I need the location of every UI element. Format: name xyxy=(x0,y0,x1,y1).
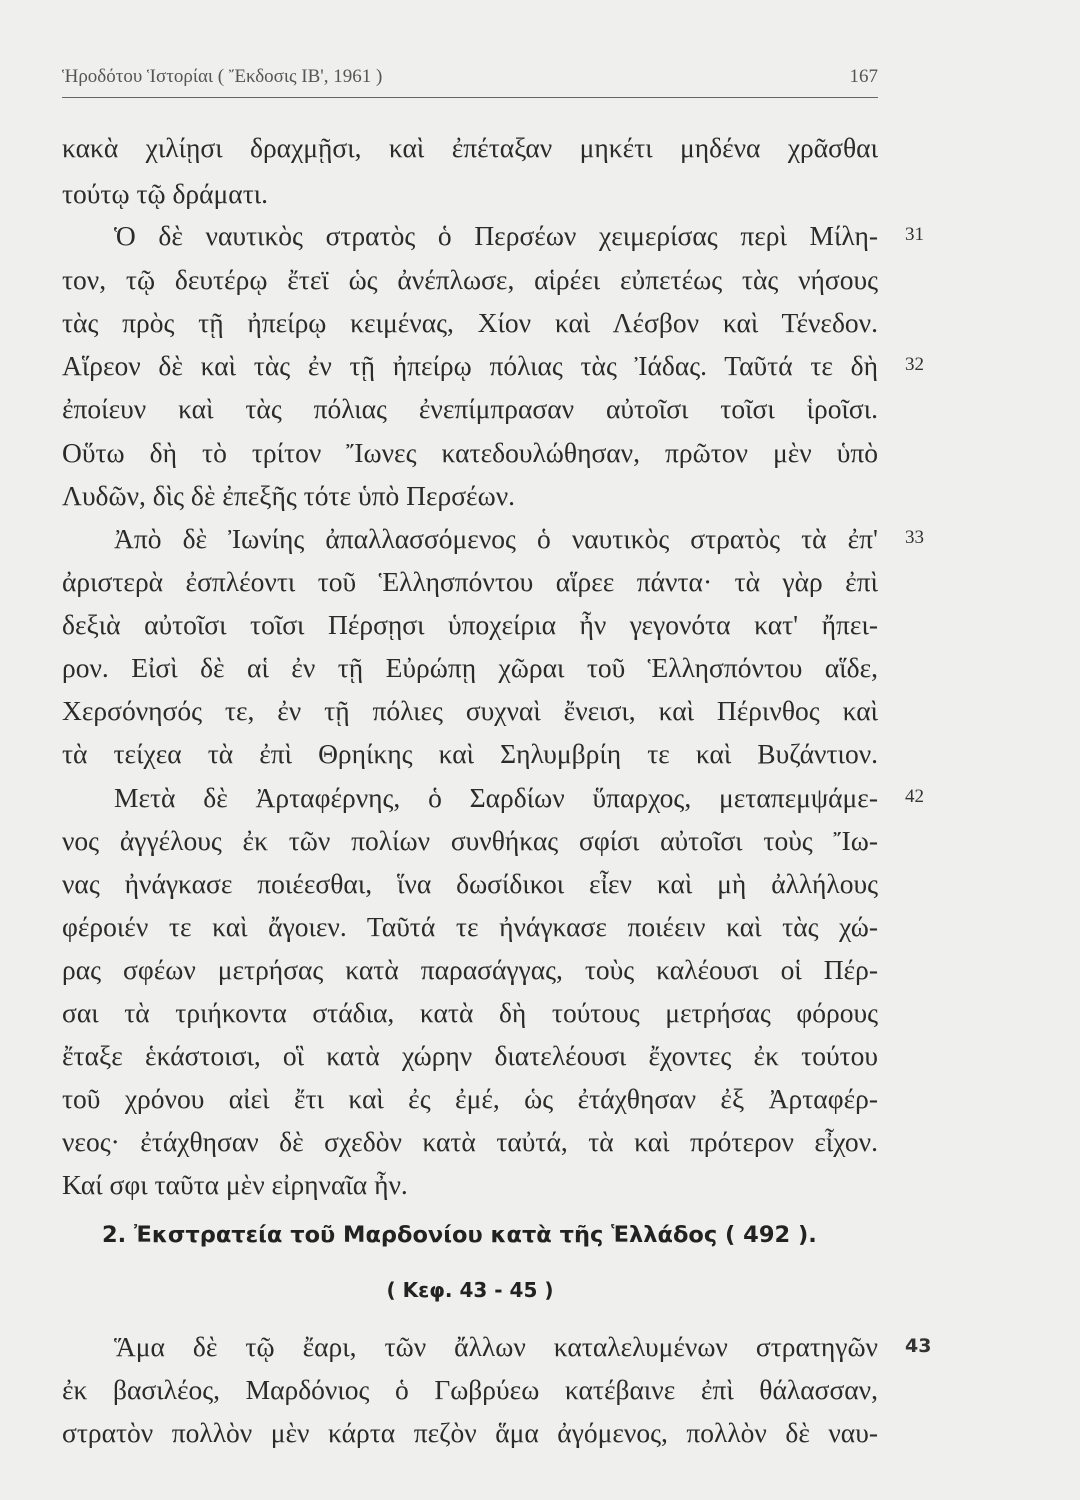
text-line: τὰς πρὸς τῇ ἠπείρῳ κειμένας, Χίον καὶ Λέσβον καὶ Τένεδον. xyxy=(62,307,878,338)
section-heading: 2. Ἐκστρατεία τοῦ Μαρδονίου κατὰ τῆς Ἑλλάδος ( 492 ). xyxy=(102,1222,817,1248)
chapter-number: 32 xyxy=(905,354,924,375)
text-line: στρατὸν πολλὸν μὲν κάρτα πεζὸν ἅμα ἀγόμενος, πολλὸν δὲ ναυ- xyxy=(62,1417,878,1448)
text-line: ἀριστερὰ ἐσπλέοντι τοῦ Ἑλλησπόντου αἵρεε πάντα· τὰ γὰρ ἐπὶ xyxy=(62,566,878,597)
text-line: Οὕτω δὴ τὸ τρίτον Ἴωνες κατεδουλώθησαν, πρῶτον μὲν ὑπὸ xyxy=(62,437,878,468)
text-line: Ἅμα δὲ τῷ ἔαρι, τῶν ἄλλων καταλελυμένων στρατηγῶν xyxy=(114,1331,878,1362)
text-line: Μετὰ δὲ Ἀρταφέρνης, ὁ Σαρδίων ὕπαρχος, μεταπεμψάμε- xyxy=(114,782,878,813)
text-line: σαι τὰ τριήκοντα στάδια, κατὰ δὴ τούτους μετρήσας φόρους xyxy=(62,997,878,1028)
header-rule xyxy=(62,97,878,98)
text-line: Ὁ δὲ ναυτικὸς στρατὸς ὁ Περσέων χειμερίσας περὶ Μίλη- xyxy=(114,220,878,251)
section-subheading: ( Κεφ. 43 - 45 ) xyxy=(386,1278,554,1302)
page-number: 167 xyxy=(849,66,878,87)
text-line: νος ἀγγέλους ἐκ τῶν πολίων συνθήκας σφίσι αὐτοῖσι τοὺς Ἴω- xyxy=(62,825,878,856)
text-line: Αἵρεον δὲ καὶ τὰς ἐν τῇ ἠπείρῳ πόλιας τὰς Ἰάδας. Ταῦτά τε δὴ xyxy=(62,350,878,381)
text-line: ρον. Εἰσὶ δὲ αἱ ἐν τῇ Εὐρώπῃ χῶραι τοῦ Ἑλλησπόντου αἵδε, xyxy=(62,652,878,683)
text-line: τούτῳ τῷ δράματι. xyxy=(62,178,269,209)
chapter-number: 43 xyxy=(905,1335,932,1357)
chapter-number: 33 xyxy=(905,527,924,548)
text-line: νεος· ἐτάχθησαν δὲ σχεδὸν κατὰ ταὐτά, τὰ καὶ πρότερον εἶχον. xyxy=(62,1126,878,1157)
text-line: Καί σφι ταῦτα μὲν εἰρηναῖα ἦν. xyxy=(62,1169,408,1200)
text-line: ἔταξε ἑκάστοισι, οἳ κατὰ χώρην διατελέουσι ἔχοντες ἐκ τούτου xyxy=(62,1040,878,1071)
chapter-number: 42 xyxy=(905,786,924,807)
text-line: Ἀπὸ δὲ Ἰωνίης ἀπαλλασσόμενος ὁ ναυτικὸς στρατὸς τὰ ἐπ' xyxy=(114,523,878,554)
text-line: Λυδῶν, δὶς δὲ ἐπεξῆς τότε ὑπὸ Περσέων. xyxy=(62,480,515,511)
text-line: ἐκ βασιλέος, Μαρδόνιος ὁ Γωβρύεω κατέβαινε ἐπὶ θάλασσαν, xyxy=(62,1374,878,1405)
text-line: τοῦ χρόνου αἰεὶ ἔτι καὶ ἐς ἐμέ, ὡς ἐτάχθησαν ἐξ Ἀρταφέρ- xyxy=(62,1083,878,1114)
text-line: ρας σφέων μετρήσας κατὰ παρασάγγας, τοὺς καλέουσι οἱ Πέρ- xyxy=(62,954,878,985)
text-line: τὰ τείχεα τὰ ἐπὶ Θρηίκης καὶ Σηλυμβρίη τε καὶ Βυζάντιον. xyxy=(62,738,878,769)
running-head xyxy=(62,66,878,88)
text-line: νας ἠνάγκασε ποιέεσθαι, ἵνα δωσίδικοι εἶεν καὶ μὴ ἀλλήλους xyxy=(62,868,878,899)
chapter-number: 31 xyxy=(905,224,924,245)
text-line: Χερσόνησός τε, ἐν τῇ πόλιες συχναὶ ἔνεισι, καὶ Πέρινθος καὶ xyxy=(62,695,878,726)
running-title: Ἡροδότου Ἱστορίαι ( Ἔκδοσις ΙΒ', 1961 ) xyxy=(62,66,383,87)
text-line: φέροιέν τε καὶ ἄγοιεν. Ταῦτά τε ἠνάγκασε ποιέειν καὶ τὰς χώ- xyxy=(62,911,878,942)
text-line: ἐποίευν καὶ τὰς πόλιας ἐνεπίμπρασαν αὐτοῖσι τοῖσι ἱροῖσι. xyxy=(62,393,878,424)
text-line: δεξιὰ αὐτοῖσι τοῖσι Πέρσῃσι ὑποχείρια ἦν γεγονότα κατ' ἤπει- xyxy=(62,609,878,640)
text-line: κακὰ χιλίῃσι δραχμῇσι, καὶ ἐπέταξαν μηκέτι μηδένα χρᾶσθαι xyxy=(62,132,878,163)
text-line: τον, τῷ δευτέρῳ ἔτεϊ ὡς ἀνέπλωσε, αἱρέει εὐπετέως τὰς νήσους xyxy=(62,264,878,295)
